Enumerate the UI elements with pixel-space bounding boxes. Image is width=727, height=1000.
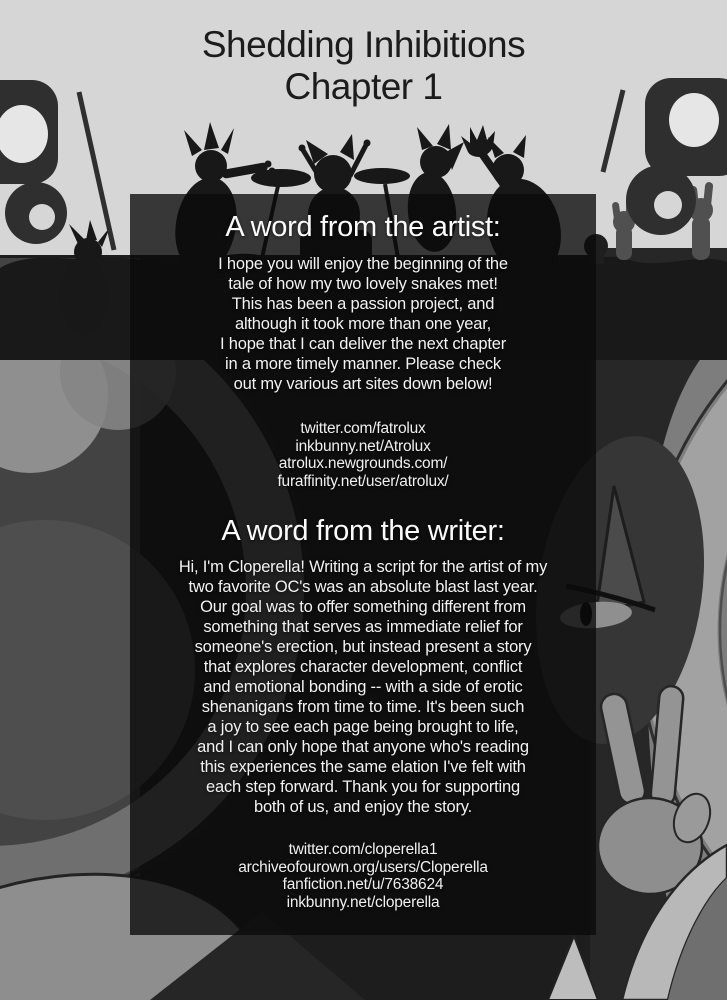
writer-note-line: someone's erection, but instead present a story <box>194 638 532 656</box>
artist-note-line: in a more timely manner. Please check <box>225 355 501 373</box>
artist-link-twitter: twitter.com/fatrolux <box>300 420 426 437</box>
artist-heading: A word from the artist: <box>225 211 501 243</box>
writer-note-line: two favorite OC's was an absolute blast last year. <box>188 578 538 596</box>
artist-note-line: This has been a passion project, and <box>231 295 495 313</box>
artist-note-line: tale of how my two lovely snakes met! <box>228 275 498 293</box>
writer-link-inkbunny: inkbunny.net/cloperella <box>286 893 440 911</box>
artist-note-line: I hope you will enjoy the beginning of the <box>218 255 508 273</box>
writer-note <box>130 557 596 817</box>
artist-note-line: I hope that I can deliver the next chapter <box>219 335 507 353</box>
writer-note-line: and I can only hope that anyone who's reading <box>197 738 529 756</box>
writer-note-line: that explores character development, conflict <box>203 658 523 676</box>
comic-title: Shedding Inhibitions <box>201 24 526 65</box>
writer-links <box>130 841 596 911</box>
writer-link-fanfiction: fanfiction.net/u/7638624 <box>282 876 444 893</box>
artist-note <box>130 254 596 394</box>
writer-note-line: Our goal was to offer something different from <box>200 598 526 616</box>
writer-note-line: Hi, I'm Cloperella! Writing a script for the artist of my <box>178 558 548 576</box>
title-block <box>0 24 727 108</box>
artist-note-line: although it took more than one year, <box>234 315 492 333</box>
artist-link-furaffinity: furaffinity.net/user/atrolux/ <box>277 472 449 490</box>
writer-note-line: shenanigans from time to time. It's been such <box>201 698 525 716</box>
writer-link-ao3: archiveofourown.org/users/Cloperella <box>238 858 488 876</box>
credits-panel <box>130 194 596 935</box>
writer-note-line: something that serves as immediate relief for <box>203 618 523 636</box>
writer-heading: A word from the writer: <box>221 515 505 547</box>
artist-link-inkbunny: inkbunny.net/Atrolux <box>295 437 431 455</box>
artist-links <box>130 420 596 490</box>
writer-note-line: and emotional bonding -- with a side of erotic <box>203 678 523 696</box>
artist-note-line: out my various art sites down below! <box>233 375 493 393</box>
writer-note-line: a joy to see each page being brought to life, <box>207 718 519 736</box>
writer-note-line: each step forward. Thank you for supporting <box>206 778 520 796</box>
chapter-subtitle: Chapter 1 <box>284 66 443 107</box>
writer-note-line: both of us, and enjoy the story. <box>253 798 473 816</box>
writer-link-twitter: twitter.com/cloperella1 <box>288 841 438 858</box>
artist-link-newgrounds: atrolux.newgrounds.com/ <box>278 455 448 472</box>
writer-note-line: this experiences the same elation I've felt with <box>200 758 526 776</box>
